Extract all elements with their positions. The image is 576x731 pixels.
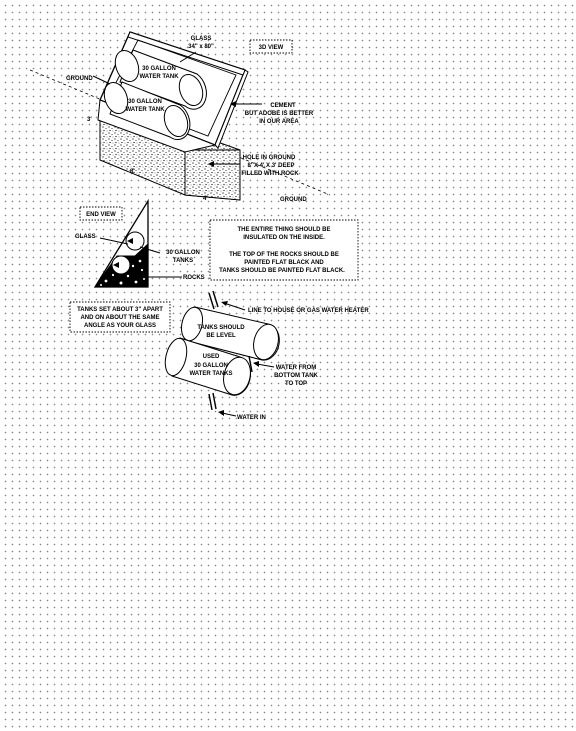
used-label-3: WATER TANKS xyxy=(189,371,233,377)
note-line-1: THE ENTIRE THING SHOULD BE xyxy=(237,227,331,233)
glass-end-label: GLASS xyxy=(75,234,96,240)
note-line-2: INSULATED ON THE INSIDE. xyxy=(243,235,325,241)
tanks-level-label-1: TANKS SHOULD xyxy=(197,325,245,331)
water-from-leader xyxy=(257,364,274,367)
used-label-2: 30 GALLON xyxy=(194,363,228,369)
water-in-leader xyxy=(222,413,236,416)
view-3d-label: 3D VIEW xyxy=(258,45,284,51)
dim-length-label: 8' xyxy=(130,169,135,175)
tanks-end-label-2: TANKS xyxy=(172,258,194,264)
line-to-house-leader xyxy=(224,303,245,310)
water-in-label: WATER IN xyxy=(237,415,266,421)
cement-label-1: CEMENT xyxy=(270,103,296,109)
hole-label-2: 8' X 4' X 3' DEEP xyxy=(247,163,295,169)
glass-top-label: GLASS xyxy=(190,36,212,42)
tanks-set-line-3: ANGLE AS YOUR GLASS xyxy=(83,323,157,329)
hole-label-3: FILLED WITH ROCK xyxy=(241,171,299,177)
water-from-label-2: BOTTOM TANK xyxy=(274,373,318,379)
tanks-level-label-2: BE LEVEL xyxy=(206,333,236,339)
tanks-set-line-2: AND ON ABOUT THE SAME xyxy=(80,315,160,321)
note-line-3: THE TOP OF THE ROCKS SHOULD BE xyxy=(229,252,339,258)
cement-label-2: BUT ADOBE IS BETTER xyxy=(244,111,314,117)
ground-left-label: GROUND xyxy=(66,76,93,82)
upper-tank-label-1: 30 GALLON xyxy=(142,66,176,72)
hole-label-1: HOLE IN GROUND xyxy=(242,155,296,161)
ground-leader xyxy=(93,76,110,84)
line-to-house-label: LINE TO HOUSE OR GAS WATER HEATER xyxy=(248,308,369,314)
rocks-label: ROCKS xyxy=(183,275,205,281)
used-label-1: USED xyxy=(202,354,220,360)
glass-size-label: 34" x 80" xyxy=(188,44,214,50)
cement-label-3: IN OUR AREA xyxy=(259,119,299,125)
dim-width-label: 4' xyxy=(203,196,208,202)
note-line-4: PAINTED FLAT BLACK AND xyxy=(244,260,324,266)
dim-height-label: 3' xyxy=(87,117,92,123)
lower-tank-label-2: WATER TANK xyxy=(125,107,165,113)
tanks-set-line-1: TANKS SET ABOUT 3" APART xyxy=(77,307,163,313)
inlet-pipe xyxy=(213,393,216,409)
water-from-label-3: TO TOP xyxy=(284,381,308,387)
upper-tank-label-2: WATER TANK xyxy=(139,74,179,80)
water-from-label-1: WATER FROM xyxy=(275,365,317,371)
ground-right-label: GROUND xyxy=(280,197,307,203)
outlet-pipe xyxy=(213,291,218,307)
note-line-5: TANKS SHOULD BE PAINTED FLAT BLACK. xyxy=(219,268,345,274)
lower-tank-label-1: 30 GALLON xyxy=(128,99,162,105)
tanks-end-label-1: 30 GALLON xyxy=(166,250,200,256)
end-view-label: END VIEW xyxy=(86,212,116,218)
